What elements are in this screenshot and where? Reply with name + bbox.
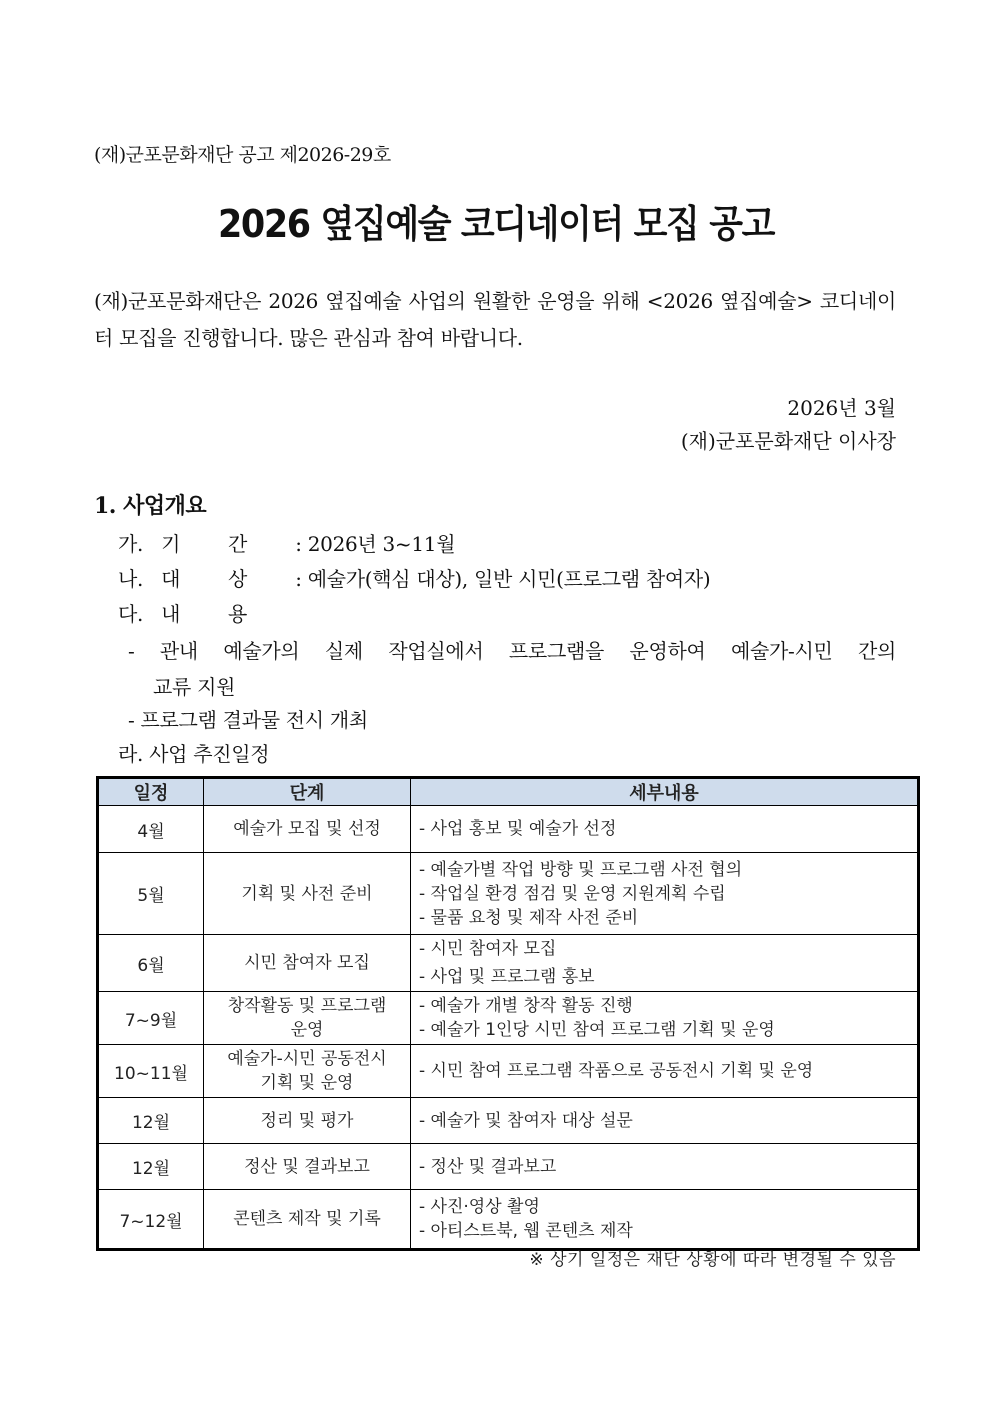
intro-paragraph: (재)군포문화재단은 2026 옆집예술 사업의 원활한 운영을 위해 <2026 옆집예술> 코디네이터 모집을 진행합니다. 많은 관심과 참여 바랍니다. [94,289,896,350]
item-sep: : [295,567,302,591]
cell-stage: 정산 및 결과보고 [204,1144,411,1190]
table-row [98,853,919,935]
notice-signer: (재)군포문화재단 이사장 [680,429,896,453]
cell-stage: 콘텐츠 제작 및 기록 [204,1190,411,1250]
section-title: 1. 사업개요 [94,493,207,519]
cell-stage: 기획 및 사전 준비 [204,853,411,935]
cell-details: - 시민 참여 프로그램 작품으로 공동전시 기획 및 운영 [411,1045,919,1098]
table-row [98,1144,919,1190]
header-details: 세부내용 [411,778,919,806]
header-stage: 단계 [204,778,411,806]
cell-stage: 예술가 모집 및 선정 [204,806,411,853]
cell-period: 10~11월 [98,1045,204,1098]
table-row [98,1098,919,1144]
schedule-heading: 라. 사업 추진일정 [118,742,270,766]
cell-period: 6월 [98,935,204,992]
table-row [98,935,919,992]
overview-period [118,528,455,557]
item-marker: 다. [118,602,144,626]
item-label-a: 내 [161,602,181,626]
page-title: 2026 옆집예술 코디네이터 모집 공고 [217,202,775,246]
cell-details: - 예술가 개별 창작 활동 진행 - 예술가 1인당 시민 참여 프로그램 기획 및 운영 [411,992,919,1045]
cell-details: - 예술가 및 참여자 대상 설문 [411,1098,919,1144]
table-row [98,806,919,853]
schedule-footnote: ※ 상기 일정은 재단 상황에 따라 변경될 수 있음 [529,1250,896,1270]
cell-period: 12월 [98,1098,204,1144]
cell-period: 12월 [98,1144,204,1190]
bullet-text: - 관내 예술가의 실제 작업실에서 프로그램을 운영하여 예술가-시민 간의 [128,639,896,663]
item-marker: 나. [118,567,144,591]
cell-period: 4월 [98,806,204,853]
schedule-table [96,776,920,1251]
cell-stage: 창작활동 및 프로그램 운영 [204,992,411,1045]
cell-stage: 시민 참여자 모집 [204,935,411,992]
cell-period: 7~12월 [98,1190,204,1250]
table-row [98,992,919,1045]
item-label-a: 기 [161,532,181,556]
table-header-row [98,778,919,806]
cell-stage: 정리 및 평가 [204,1098,411,1144]
item-sep: : [295,532,302,556]
overview-target [118,563,710,592]
item-label-a: 대 [161,567,181,591]
cell-details: - 예술가별 작업 방향 및 프로그램 사전 협의 - 작업실 환경 점검 및 운영 지원계획 수립 - 물품 요청 및 제작 사전 준비 [411,853,919,935]
content-bullet-1 [128,633,896,705]
overview-content [118,598,267,627]
item-value: 예술가(핵심 대상), 일반 시민(프로그램 참여자) [307,567,711,591]
cell-stage: 예술가-시민 공동전시 기획 및 운영 [204,1045,411,1098]
cell-period: 5월 [98,853,204,935]
cell-details: - 사업 홍보 및 예술가 선정 [411,806,919,853]
notice-number: (재)군포문화재단 공고 제2026-29호 [94,144,391,166]
item-label-b: 상 [228,567,248,591]
notice-date: 2026년 3월 [787,396,896,420]
bullet-continuation: 교류 지원 [153,675,236,699]
table-row [98,1045,919,1098]
cell-period: 7~9월 [98,992,204,1045]
cell-details: - 사진·영상 촬영 - 아티스트북, 웹 콘텐츠 제작 [411,1190,919,1250]
content-bullet-2: - 프로그램 결과물 전시 개최 [128,708,368,732]
table-row [98,1190,919,1250]
item-label-b: 간 [228,532,248,556]
cell-details: - 정산 및 결과보고 [411,1144,919,1190]
item-marker: 가. [118,532,144,556]
item-value: 2026년 3~11월 [307,532,456,556]
header-period: 일정 [98,778,204,806]
item-label-b: 용 [228,602,248,626]
cell-details: - 시민 참여자 모집 - 사업 및 프로그램 홍보 [411,935,919,992]
